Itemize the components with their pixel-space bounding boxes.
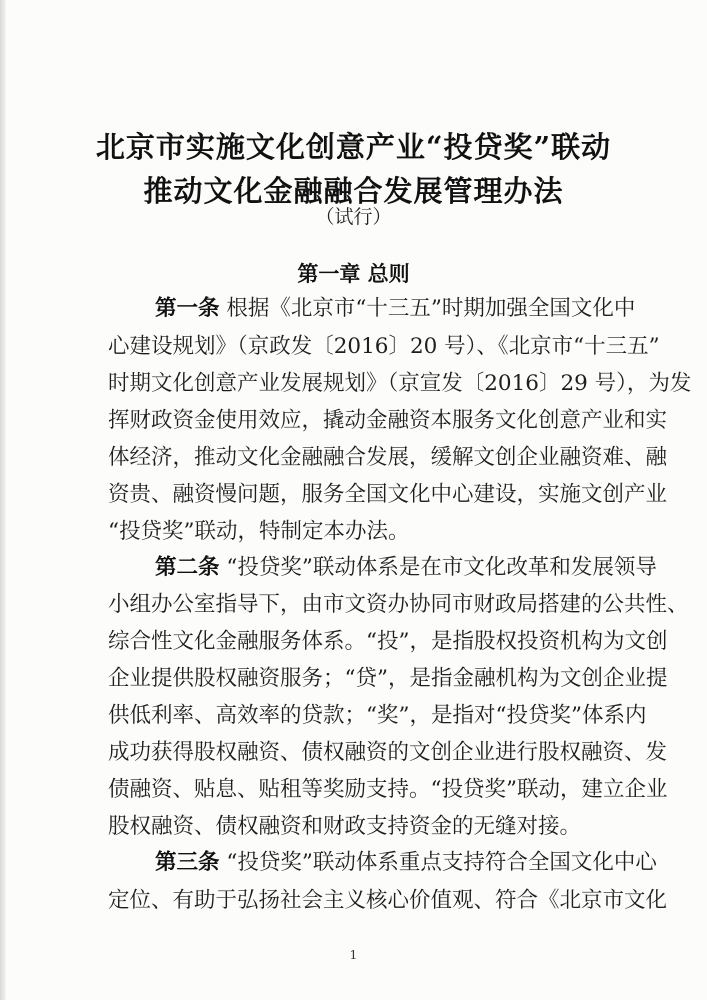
page-number: 1 <box>349 948 358 962</box>
document-title-line-1: 北京市实施文化创意产业“投贷奖”联动 <box>95 130 612 164</box>
article-line: 债融资、贴息、贴租等奖励支持。“投贷奖”联动，建立企业 <box>108 777 668 802</box>
document-subtitle: （试行） <box>315 206 392 228</box>
article-2-first-line <box>155 553 657 583</box>
article-text: 根据《北京市“十三五”时期加强全国文化中 <box>226 296 636 321</box>
article-text: “投贷奖”联动体系重点支持符合全国文化中心 <box>226 850 657 875</box>
article-1-first-line <box>155 294 635 324</box>
article-line: 定位、有助于弘扬社会主义核心价值观、符合《北京市文化 <box>108 888 668 913</box>
article-line: 小组办公室指导下，由市文资办协同市财政局搭建的公共性、 <box>108 592 689 617</box>
article-line: 挥财政资金使用效应，撬动金融资本服务文化创意产业和实 <box>108 408 668 433</box>
document-title-line-2: 推动文化金融融合发展管理办法 <box>143 174 564 208</box>
article-line: 时期文化创意产业发展规划》（京宣发〔2016〕29 号），为发 <box>108 371 692 396</box>
article-3-first-line <box>155 848 657 878</box>
article-line: “投贷奖”联动，特制定本办法。 <box>108 519 410 544</box>
article-number: 第三条 <box>155 850 220 875</box>
article-line: 供低利率、高效率的贷款；“奖”，是指对“投贷奖”体系内 <box>108 703 647 728</box>
article-text: “投贷奖”联动体系是在市文化改革和发展领导 <box>226 555 657 580</box>
article-line: 股权融资、债权融资和财政支持资金的无缝对接。 <box>108 814 582 839</box>
article-line: 体经济，推动文化金融融合发展，缓解文创企业融资难、融 <box>108 445 668 470</box>
article-line: 心建设规划》（京政发〔2016〕20 号）、《北京市“十三五” <box>108 334 660 359</box>
article-line: 综合性文化金融服务体系。“投”，是指股权投资机构为文创 <box>108 629 668 654</box>
article-line: 企业提供股权融资服务；“贷”，是指金融机构为文创企业提 <box>108 666 668 691</box>
article-number: 第一条 <box>155 296 220 321</box>
article-line: 成功获得股权融资、债权融资的文创企业进行股权融资、发 <box>108 740 668 765</box>
article-number: 第二条 <box>155 555 220 580</box>
chapter-heading: 第一章 总则 <box>297 261 410 286</box>
scan-edge <box>0 0 6 1000</box>
article-line: 资贵、融资慢问题，服务全国文化中心建设，实施文创产业 <box>108 482 668 507</box>
